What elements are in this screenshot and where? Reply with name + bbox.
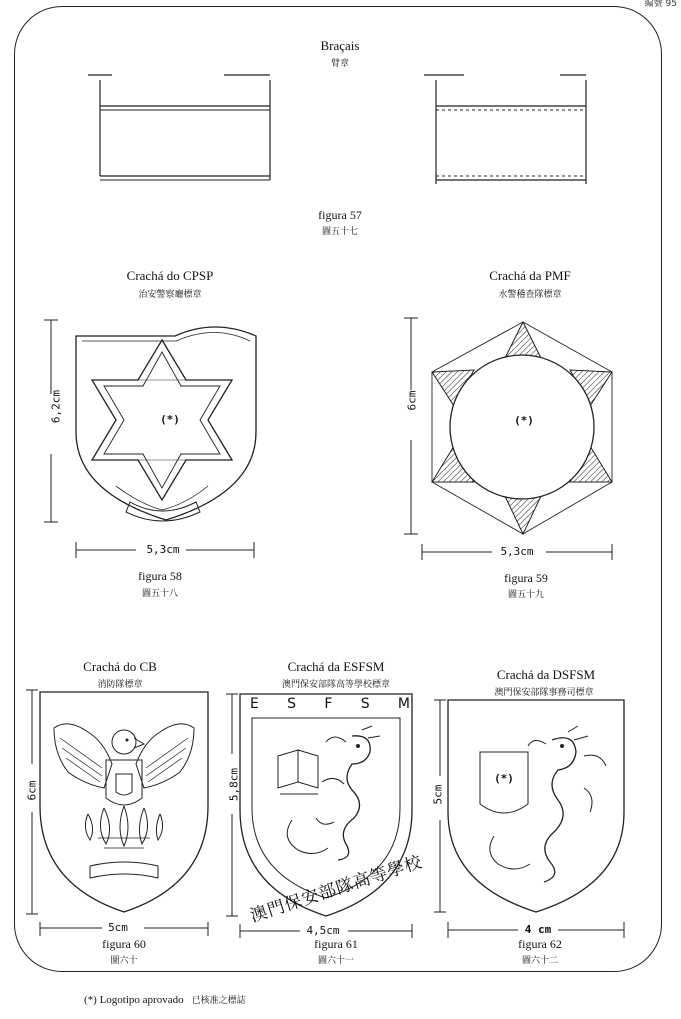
dsfsm-title-zh: 澳門保安部隊事務司標章 (494, 688, 594, 698)
esfsm-letters (250, 696, 410, 712)
cb-figure-label: figura 60 (102, 937, 146, 951)
esfsm-title: Crachá da ESFSM (287, 659, 385, 674)
footnote-text: (*) Logotipo aprovado (84, 994, 184, 1006)
cpsp-figure-label-zh: 圖五十八 (141, 589, 178, 599)
esfsm-letter: S (287, 696, 297, 712)
pmf-figure-label-zh: 圖五十九 (507, 590, 544, 600)
dsfsm-height-label: 5cm (431, 784, 445, 805)
cpsp-height-label: 6,2cm (49, 389, 63, 424)
cpsp-logo-marker: (*) (160, 413, 180, 426)
esfsm-height-label: 5,8cm (227, 767, 241, 802)
cpsp-title: Crachá do CPSP (126, 268, 214, 283)
pmf-width-label: 5,3cm (500, 545, 534, 558)
footnote-text-zh: 已核准之標誌 (191, 996, 246, 1006)
pmf-logo-marker: (*) (514, 414, 534, 427)
cb-title-zh: 消防隊標章 (97, 680, 143, 690)
cb-figure-label-zh: 圖六十 (110, 956, 138, 966)
esfsm-width-label: 4,5cm (306, 924, 340, 937)
esfsm-chinese-arc: 澳門保安部隊高等學校 (247, 852, 426, 927)
cpsp-width-label: 5,3cm (146, 543, 180, 556)
pmf-badge-drawing (400, 310, 630, 565)
cpsp-badge-drawing (40, 314, 270, 564)
corner-mark: 編號 95 (644, 0, 677, 9)
esfsm-letter: F (324, 696, 333, 712)
bracais-title: Braçais (320, 38, 360, 53)
esfsm-figure-label: figura 61 (314, 937, 358, 951)
armband-left-drawing (88, 70, 288, 190)
cb-height-label: 6cm (25, 780, 39, 801)
pmf-title: Crachá da PMF (489, 268, 571, 283)
esfsm-figure-label-zh: 圖六十一 (317, 956, 354, 966)
pmf-height-label: 6cm (405, 390, 419, 411)
cb-badge-drawing (24, 688, 220, 938)
esfsm-letter: E (250, 696, 259, 712)
dsfsm-logo-marker: (*) (494, 772, 514, 785)
dsfsm-title: Crachá da DSFSM (496, 667, 596, 682)
cpsp-figure-label: figura 58 (138, 569, 182, 583)
cb-width-label: 5cm (108, 921, 128, 934)
dsfsm-width-label: 4 cm (524, 923, 552, 936)
footnote (84, 993, 246, 1006)
dsfsm-figure-label: figura 62 (518, 937, 562, 951)
esfsm-title-zh: 澳門保安部隊高等學校標章 (281, 680, 390, 690)
dsfsm-figure-label-zh: 圖六十二 (521, 956, 558, 966)
pmf-title-zh: 水警稽查隊標章 (498, 290, 562, 300)
esfsm-letter: S (360, 696, 370, 712)
bracais-figure-label-zh: 圖五十七 (321, 227, 358, 237)
dsfsm-badge-drawing (431, 696, 634, 942)
bracais-figure-label: figura 57 (318, 208, 362, 222)
esfsm-letter: M (397, 696, 410, 712)
cpsp-title-zh: 治安警察廳標章 (138, 290, 202, 300)
cb-title: Crachá do CB (83, 659, 157, 674)
pmf-figure-label: figura 59 (504, 571, 548, 585)
bracais-title-zh: 臂章 (330, 59, 349, 69)
armband-right-drawing (424, 70, 604, 190)
